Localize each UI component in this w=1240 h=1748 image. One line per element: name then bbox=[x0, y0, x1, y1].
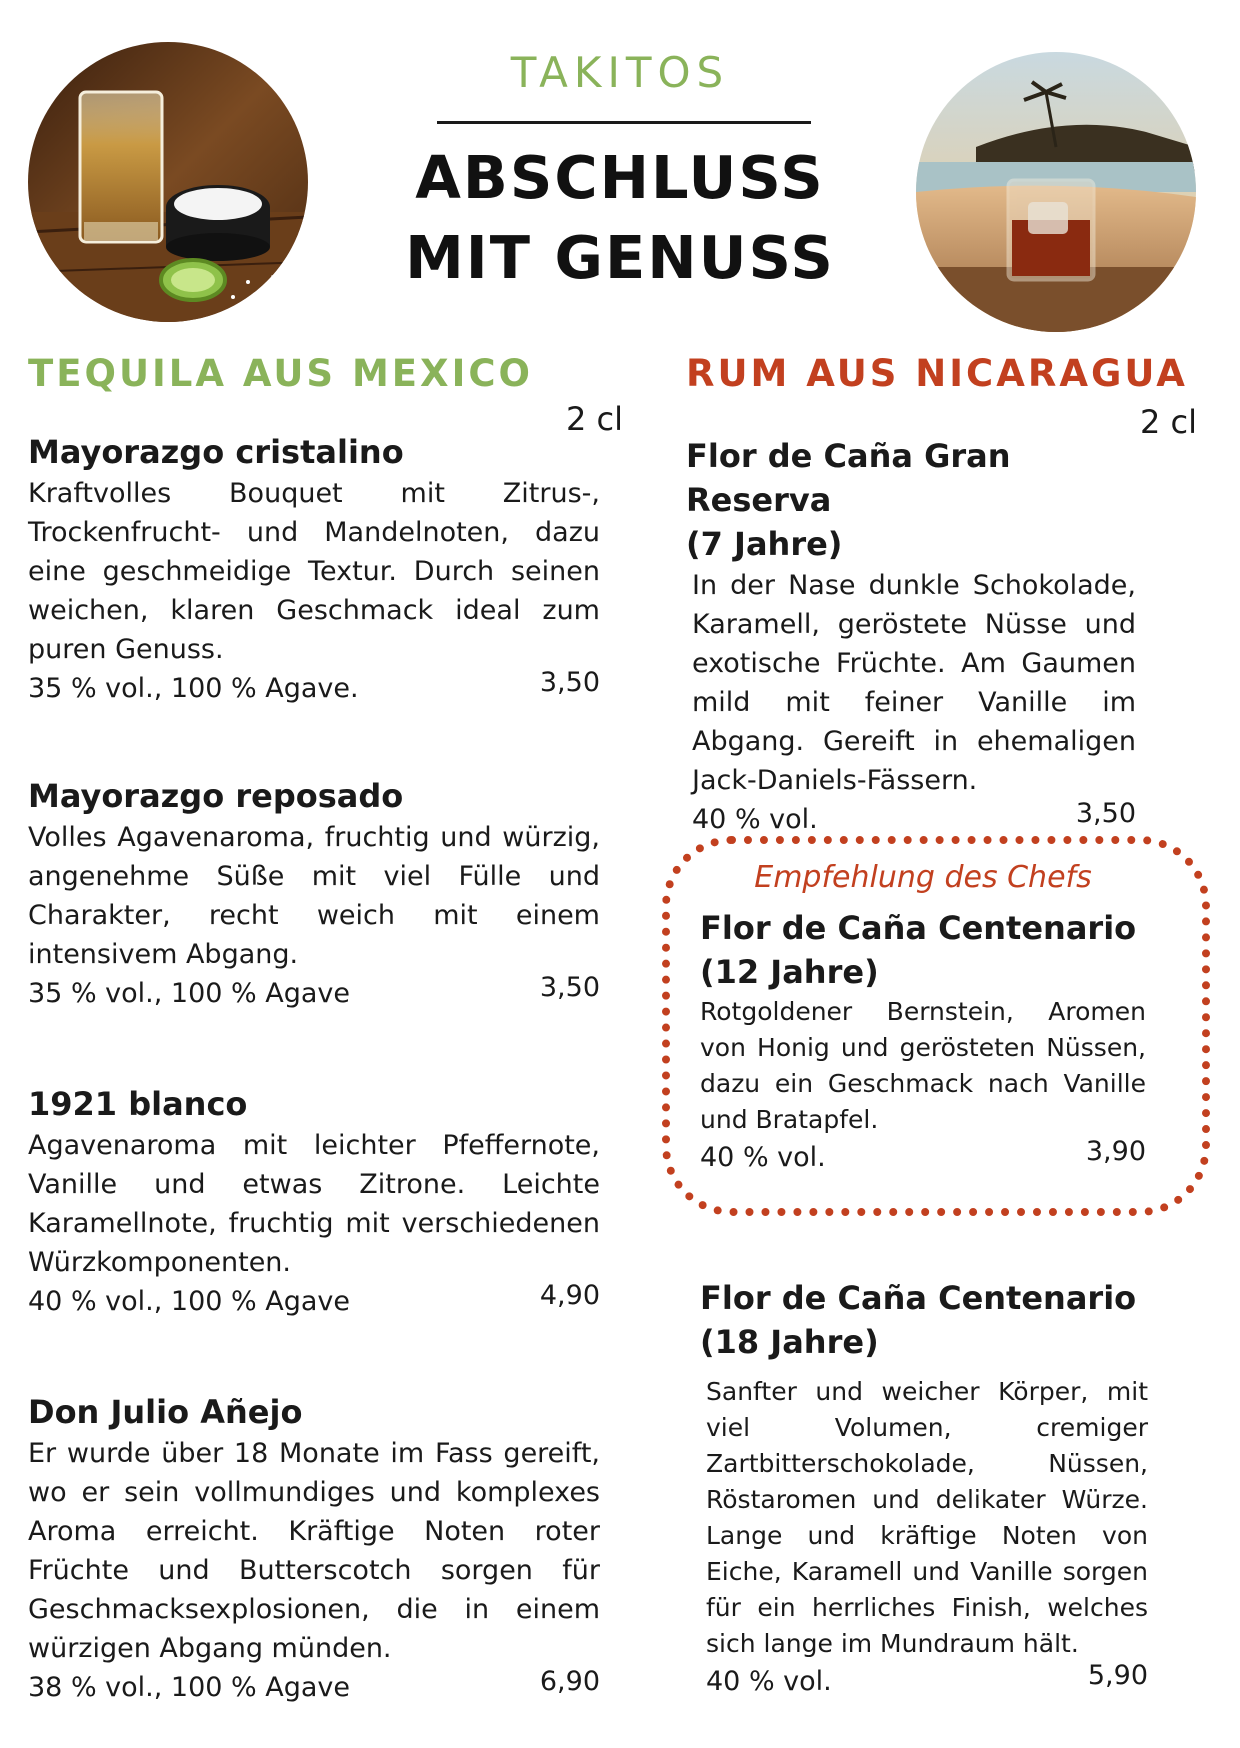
item-name-line-2: (18 Jahre) bbox=[700, 1323, 879, 1361]
menu-item-flor-de-cana-centenario-12 bbox=[700, 906, 1146, 1177]
tequila-shot-image bbox=[28, 42, 308, 322]
item-footer bbox=[686, 800, 1136, 839]
item-footer bbox=[28, 1282, 600, 1321]
item-name: 1921 blanco bbox=[28, 1085, 248, 1123]
item-price: 3,50 bbox=[539, 972, 600, 1003]
item-name-line-1: Flor de Caña Centenario bbox=[700, 1279, 1137, 1317]
item-footer bbox=[700, 1138, 1146, 1177]
title-line-1: ABSCHLUSS bbox=[415, 143, 825, 212]
brand-name: TAKITOS bbox=[510, 48, 730, 97]
item-abv: 35 % vol., 100 % Agave bbox=[28, 978, 351, 1009]
item-price: 3,50 bbox=[1075, 798, 1136, 829]
item-description: Er wurde über 18 Monate im Fass gereift, wo er sein vollmundiges und komplexes Aroma erreicht. Kräftige Noten roter Früchte und Butterscotch sorgen für Geschmacksexplosionen, die in einem würzigen Abgang münden. bbox=[28, 1438, 600, 1664]
item-description: Rotgoldener Bernstein, Aromen von Honig und gerösteten Nüssen, dazu ein Geschmack nach Vanille und Bratapfel. bbox=[700, 997, 1146, 1134]
item-description: Agavenaroma mit leichter Pfeffernote, Vanille und etwas Zitrone. Leichte Karamellnote, fruchtig mit verschiedenen Würzkomponenten. bbox=[28, 1130, 600, 1278]
item-name-line-2: (7 Jahre) bbox=[686, 525, 843, 563]
item-footer bbox=[28, 974, 600, 1013]
item-description: In der Nase dunkle Schokolade, Karamell, geröstete Nüsse und exotische Früchte. Am Gaumen mild mit feiner Vanille im Abgang. Gereift in ehemaligen Jack-Daniels-Fässern. bbox=[692, 570, 1136, 796]
item-abv: 40 % vol., 100 % Agave bbox=[28, 1286, 351, 1317]
item-footer bbox=[700, 1662, 1148, 1701]
menu-item-flor-de-cana-gran-reserva bbox=[686, 434, 1136, 839]
item-price: 3,50 bbox=[539, 667, 600, 698]
item-description: Volles Agavenaroma, fruchtig und würzig, angenehme Süße mit viel Fülle und Charakter, recht weich mit einem intensivem Abgang. bbox=[28, 822, 600, 970]
item-price: 6,90 bbox=[539, 1666, 600, 1697]
menu-item-flor-de-cana-centenario-18 bbox=[700, 1276, 1148, 1701]
item-price: 3,90 bbox=[1085, 1136, 1146, 1167]
item-name: Mayorazgo reposado bbox=[28, 777, 404, 815]
item-name-line-1: Flor de Caña Centenario bbox=[700, 909, 1137, 947]
item-abv: 40 % vol. bbox=[706, 1666, 832, 1697]
item-price: 5,90 bbox=[1087, 1660, 1148, 1691]
item-abv: 35 % vol., 100 % Agave. bbox=[28, 673, 359, 704]
rum-section-heading: RUM AUS NICARAGUA bbox=[686, 352, 1188, 395]
page-title bbox=[390, 138, 850, 298]
item-name-line-1: Flor de Caña Gran Reserva bbox=[686, 437, 1011, 519]
item-description: Sanfter und weicher Körper, mit viel Volumen, cremiger Zartbitterschokolade, Nüssen, Röstaromen und delikater Würze. Lange und kräftige Noten von Eiche, Karamell und Vanille sorgen für ein herrliches Finish, welches sich lange im Mundraum hält. bbox=[706, 1377, 1148, 1658]
item-price: 4,90 bbox=[539, 1280, 600, 1311]
rum-size-label: 2 cl bbox=[1140, 403, 1198, 441]
title-line-2: MIT GENUSS bbox=[405, 223, 835, 292]
menu-item-mayorazgo-cristalino bbox=[28, 430, 600, 708]
tequila-photo bbox=[28, 42, 308, 322]
item-footer bbox=[28, 669, 600, 708]
item-name: Don Julio Añejo bbox=[28, 1393, 303, 1431]
item-abv: 38 % vol., 100 % Agave bbox=[28, 1672, 351, 1703]
rum-beach-image bbox=[916, 52, 1196, 332]
chef-recommendation-label: Empfehlung des Chefs bbox=[754, 860, 1092, 895]
menu-item-mayorazgo-reposado bbox=[28, 774, 600, 1013]
item-name-line-2: (12 Jahre) bbox=[700, 953, 879, 991]
item-abv: 40 % vol. bbox=[692, 804, 818, 835]
tequila-size-label: 2 cl bbox=[566, 400, 624, 438]
tequila-section-heading: TEQUILA AUS MEXICO bbox=[28, 352, 533, 395]
item-name: Mayorazgo cristalino bbox=[28, 433, 404, 471]
menu-item-1921-blanco bbox=[28, 1082, 600, 1321]
title-divider bbox=[437, 121, 811, 124]
rum-photo bbox=[916, 52, 1196, 332]
menu-item-don-julio-anejo bbox=[28, 1390, 600, 1707]
item-abv: 40 % vol. bbox=[700, 1142, 826, 1173]
item-footer bbox=[28, 1668, 600, 1707]
item-description: Kraftvolles Bouquet mit Zitrus-, Trockenfrucht- und Mandelnoten, dazu eine geschmeidige Textur. Durch seinen weichen, klaren Geschmack ideal zum puren Genuss. bbox=[28, 478, 600, 665]
